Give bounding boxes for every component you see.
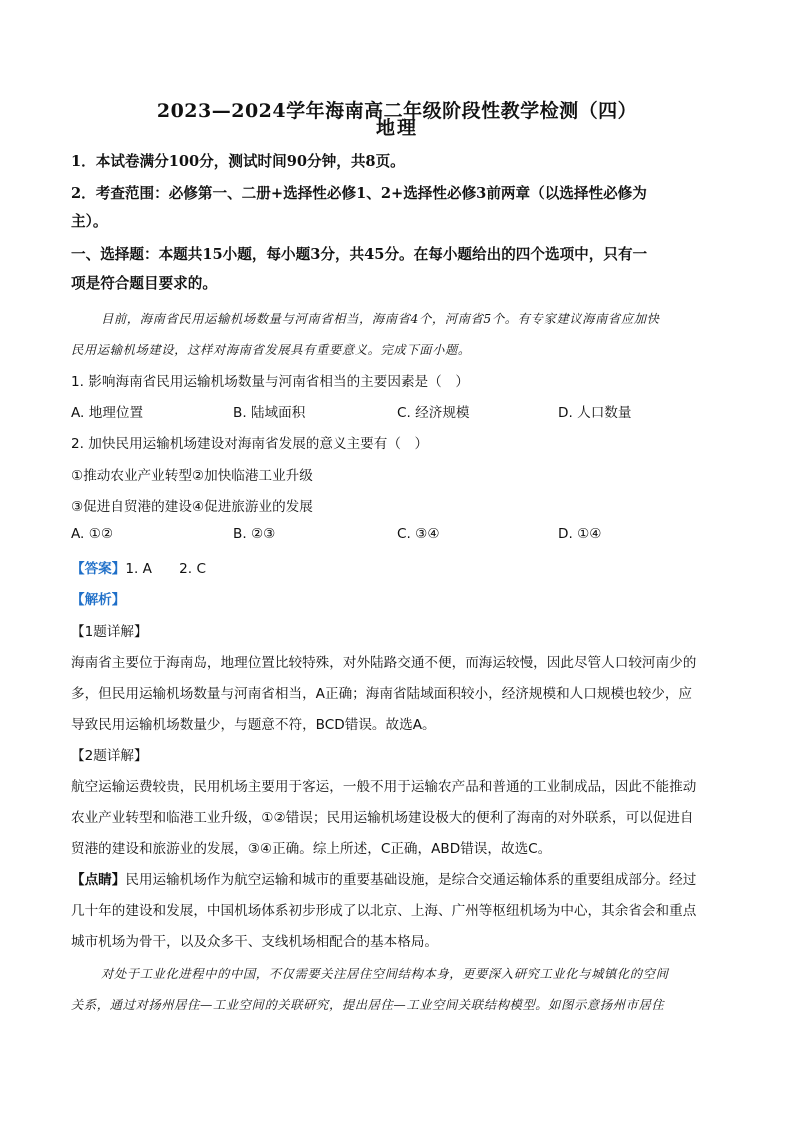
detail-1-line-3: 导致民用运输机场数量少，与题意不符，BCD错误。故选A。 xyxy=(71,717,436,733)
question-2-option-d: D. ①④ xyxy=(558,526,602,542)
question-2-items-line-2: ③促进自贸港的建设④促进旅游业的发展 xyxy=(71,499,313,515)
question-1-option-b: B. 陆域面积 xyxy=(233,405,306,421)
question-2-option-c: C. ③④ xyxy=(397,526,440,542)
analysis-line xyxy=(71,588,125,608)
section-heading-line-1: 一、选择题：本题共15小题，每小题3分，共45分。在每小题给出的四个选项中，只有一 xyxy=(71,246,648,263)
passage-2-line-2: 关系，通过对扬州居住—工业空间的关联研究，提出居住—工业空间关联结构模型。如图示意扬州市居住 xyxy=(71,998,665,1012)
tip-line-1 xyxy=(71,868,696,888)
detail-1-line-1: 海南省主要位于海南岛，地理位置比较特殊，对外陆路交通不便，而海运较慢，因此尽管人口较河南少的 xyxy=(71,655,697,671)
answer-text: 1. A 2. C xyxy=(125,561,206,577)
question-2-items-line-1: ①推动农业产业转型②加快临港工业升级 xyxy=(71,468,313,484)
note-2-line-1: 2．考查范围：必修第一、二册+选择性必修1、2+选择性必修3前两章（以选择性必修为 xyxy=(71,185,647,202)
question-1-option-c: C. 经济规模 xyxy=(397,405,470,421)
passage-1-line-1: 目前，海南省民用运输机场数量与河南省相当，海南省4个，河南省5个。有专家建议海南省应加快 xyxy=(101,312,660,326)
analysis-tag: 【解析】 xyxy=(71,592,126,608)
answer-tag: 【答案】 xyxy=(71,561,126,577)
detail-2-line-2: 农业产业转型和临港工业升级，①②错误；民用运输机场建设极大的便利了海南的对外联系，可以促进自 xyxy=(71,810,694,826)
tip-line-3: 城市机场为骨干，以及众多干、支线机场相配合的基本格局。 xyxy=(71,934,439,950)
answer-line xyxy=(71,557,206,577)
subject-title: 地理 xyxy=(375,117,418,139)
note-1: 1．本试卷满分100分，测试时间90分钟，共8页。 xyxy=(71,153,405,170)
exam-title: 2023—2024学年海南高二年级阶段性教学检测（四） xyxy=(156,100,638,122)
question-2-stem: 2. 加快民用运输机场建设对海南省发展的意义主要有（ ） xyxy=(71,436,429,452)
passage-1-line-2: 民用运输机场建设，这样对海南省发展具有重要意义。完成下面小题。 xyxy=(71,343,471,357)
question-1-option-d: D. 人口数量 xyxy=(558,405,632,421)
tip-text-1: 民用运输机场作为航空运输和城市的重要基础设施，是综合交通运输体系的重要组成部分。经过 xyxy=(125,872,697,888)
question-2-option-b: B. ②③ xyxy=(233,526,276,542)
detail-2-heading: 【2题详解】 xyxy=(71,748,148,764)
question-1-stem: 1. 影响海南省民用运输机场数量与河南省相当的主要因素是（ ） xyxy=(71,374,469,390)
section-heading-line-2: 项是符合题目要求的。 xyxy=(71,275,217,292)
passage-2-line-1: 对处于工业化进程中的中国，不仅需要关注居住空间结构本身，更要深入研究工业化与城镇化的空间 xyxy=(101,967,669,981)
tip-tag: 【点睛】 xyxy=(71,872,126,888)
question-2-option-a: A. ①② xyxy=(71,526,114,542)
detail-2-line-3: 贸港的建设和旅游业的发展，③④正确。综上所述，C正确，ABD错误，故选C。 xyxy=(71,841,552,857)
question-1-option-a: A. 地理位置 xyxy=(71,405,144,421)
detail-2-line-1: 航空运输运费较贵，民用机场主要用于客运，一般不用于运输农产品和普通的工业制成品，因此不能推动 xyxy=(71,779,697,795)
tip-line-2: 几十年的建设和发展，中国机场体系初步形成了以北京、上海、广州等枢纽机场为中心，其余省会和重点 xyxy=(71,903,697,919)
detail-1-heading: 【1题详解】 xyxy=(71,624,148,640)
note-2-line-2: 主）。 xyxy=(71,213,108,230)
detail-1-line-2: 多，但民用运输机场数量与河南省相当，A正确；海南省陆域面积较小，经济规模和人口规模也较少，应 xyxy=(71,686,693,702)
